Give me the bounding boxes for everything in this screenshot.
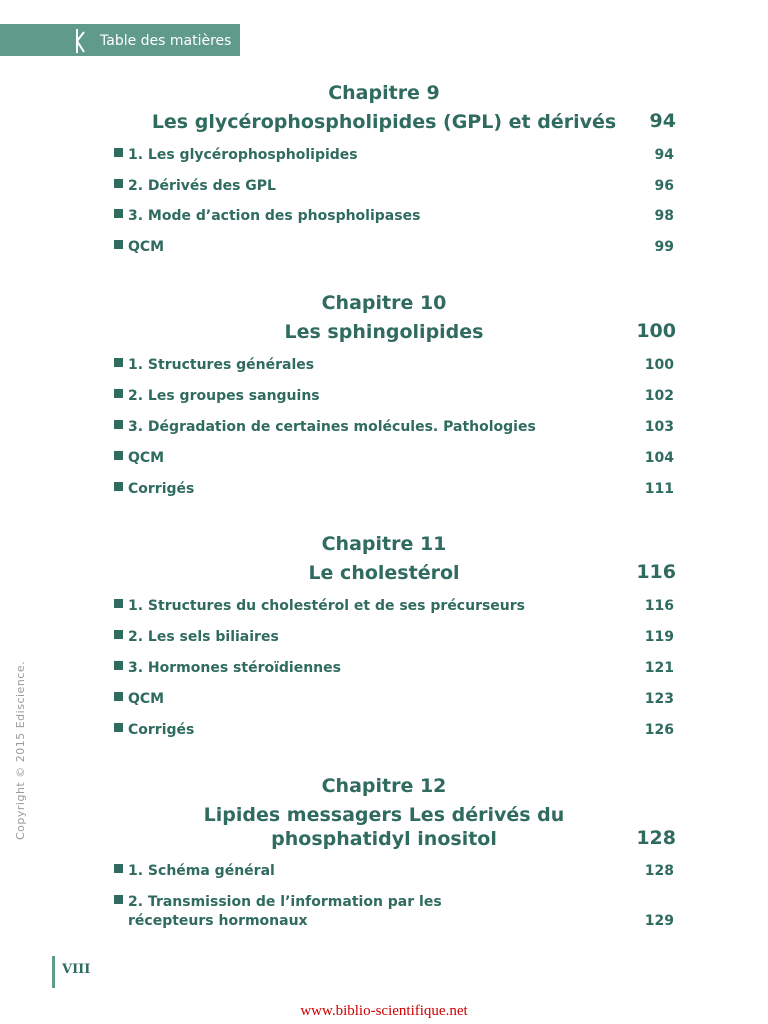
toc-entry[interactable] — [114, 356, 674, 375]
chapter-number: Chapitre 10 — [321, 292, 447, 314]
chapter-page[interactable]: 116 — [636, 561, 676, 583]
toc-entry[interactable] — [114, 690, 674, 709]
toc-entry-page: 100 — [644, 357, 674, 373]
toc-entry-label: QCM — [128, 691, 165, 707]
toc-entry-label: 2. Dérivés des GPL — [128, 178, 276, 194]
toc-entry[interactable] — [114, 480, 674, 499]
bullet-square-icon — [114, 179, 123, 188]
copyright-notice: Copyright © 2015 Ediscience. — [14, 660, 27, 840]
toc-entry-page: 96 — [654, 178, 674, 194]
toc-entry-label: 3. Mode d’action des phospholipases — [128, 208, 421, 224]
chapter-page[interactable]: 100 — [636, 320, 676, 342]
chapter-title: Lipides messagers Les dérivés du — [203, 804, 565, 826]
bullet-square-icon — [114, 895, 123, 904]
chapter-title: Les glycérophospholipides (GPL) et dérivés — [151, 111, 617, 133]
toc-entry-label: 1. Structures générales — [128, 357, 315, 373]
bullet-square-icon — [114, 482, 123, 491]
toc-entry[interactable] — [114, 893, 674, 931]
toc-entry-label: 2. Transmission de l’information par les — [128, 894, 442, 910]
toc-entry-label: Corrigés — [128, 481, 195, 497]
toc-entry-label: 1. Schéma général — [128, 863, 275, 879]
toc-entry-label: QCM — [128, 450, 165, 466]
toc-entry-page: 94 — [654, 147, 674, 163]
bullet-square-icon — [114, 420, 123, 429]
toc-entry-page: 102 — [644, 388, 674, 404]
toc-entry-page: 116 — [644, 598, 674, 614]
toc-entry[interactable] — [114, 862, 674, 881]
chapter-number: Chapitre 9 — [328, 82, 440, 104]
toc-entry-page: 121 — [644, 660, 674, 676]
toc-entry-page: 128 — [644, 863, 674, 879]
toc-entry-page: 98 — [654, 208, 674, 224]
toc-entry[interactable] — [114, 177, 674, 196]
bullet-square-icon — [114, 661, 123, 670]
toc-entry-page: 99 — [654, 239, 674, 255]
toc-entry[interactable] — [114, 418, 674, 437]
toc-entry-label: 1. Les glycérophospholipides — [128, 147, 358, 163]
toc-entry[interactable] — [114, 207, 674, 226]
toc-entry-label: Corrigés — [128, 722, 195, 738]
bullet-square-icon — [114, 240, 123, 249]
toc-entry-page: 129 — [644, 913, 674, 929]
bullet-square-icon — [114, 389, 123, 398]
bullet-square-icon — [114, 630, 123, 639]
chapter-tab-icon — [74, 28, 86, 54]
toc-entry[interactable] — [114, 146, 674, 165]
toc-entry-page: 126 — [644, 722, 674, 738]
toc-entry[interactable] — [114, 597, 674, 616]
toc-entry-page: 103 — [644, 419, 674, 435]
toc-entry-page: 119 — [644, 629, 674, 645]
toc-entry-label: QCM — [128, 239, 165, 255]
toc-entry[interactable] — [114, 721, 674, 740]
toc-entry-label: 3. Dégradation de certaines molécules. Pathologies — [128, 419, 536, 435]
header-title: Table des matières — [100, 33, 232, 49]
toc-entry-label: 2. Les groupes sanguins — [128, 388, 320, 404]
chapter-page[interactable]: 128 — [636, 827, 676, 849]
chapter-title: Les sphingolipides — [284, 321, 484, 343]
bullet-square-icon — [114, 451, 123, 460]
toc-entry-page: 104 — [644, 450, 674, 466]
toc-entry[interactable] — [114, 628, 674, 647]
bullet-square-icon — [114, 692, 123, 701]
toc-entry[interactable] — [114, 659, 674, 678]
bullet-square-icon — [114, 599, 123, 608]
toc-entry-page: 111 — [644, 481, 674, 497]
toc-entry[interactable] — [114, 449, 674, 468]
folio-bar — [52, 956, 55, 988]
chapter-title-line-2: phosphatidyl inositol — [271, 828, 497, 850]
bullet-square-icon — [114, 723, 123, 732]
chapter-title: Le cholestérol — [308, 562, 460, 584]
chapter-page[interactable]: 94 — [649, 110, 676, 132]
bullet-square-icon — [114, 864, 123, 873]
toc-entry[interactable] — [114, 238, 674, 257]
chapter-number: Chapitre 11 — [321, 533, 447, 555]
footer-url[interactable]: www.biblio-scientifique.net — [300, 1003, 468, 1019]
page-number: VIII — [62, 962, 91, 977]
toc-entry-label-cont: récepteurs hormonaux — [128, 913, 308, 929]
bullet-square-icon — [114, 148, 123, 157]
bullet-square-icon — [114, 209, 123, 218]
toc-entry[interactable] — [114, 387, 674, 406]
toc-entry-label: 1. Structures du cholestérol et de ses précurseurs — [128, 598, 526, 614]
toc-entry-page: 123 — [644, 691, 674, 707]
bullet-square-icon — [114, 358, 123, 367]
toc-entry-label: 3. Hormones stéroïdiennes — [128, 660, 341, 676]
chapter-number: Chapitre 12 — [321, 775, 447, 797]
toc-entry-label: 2. Les sels biliaires — [128, 629, 279, 645]
